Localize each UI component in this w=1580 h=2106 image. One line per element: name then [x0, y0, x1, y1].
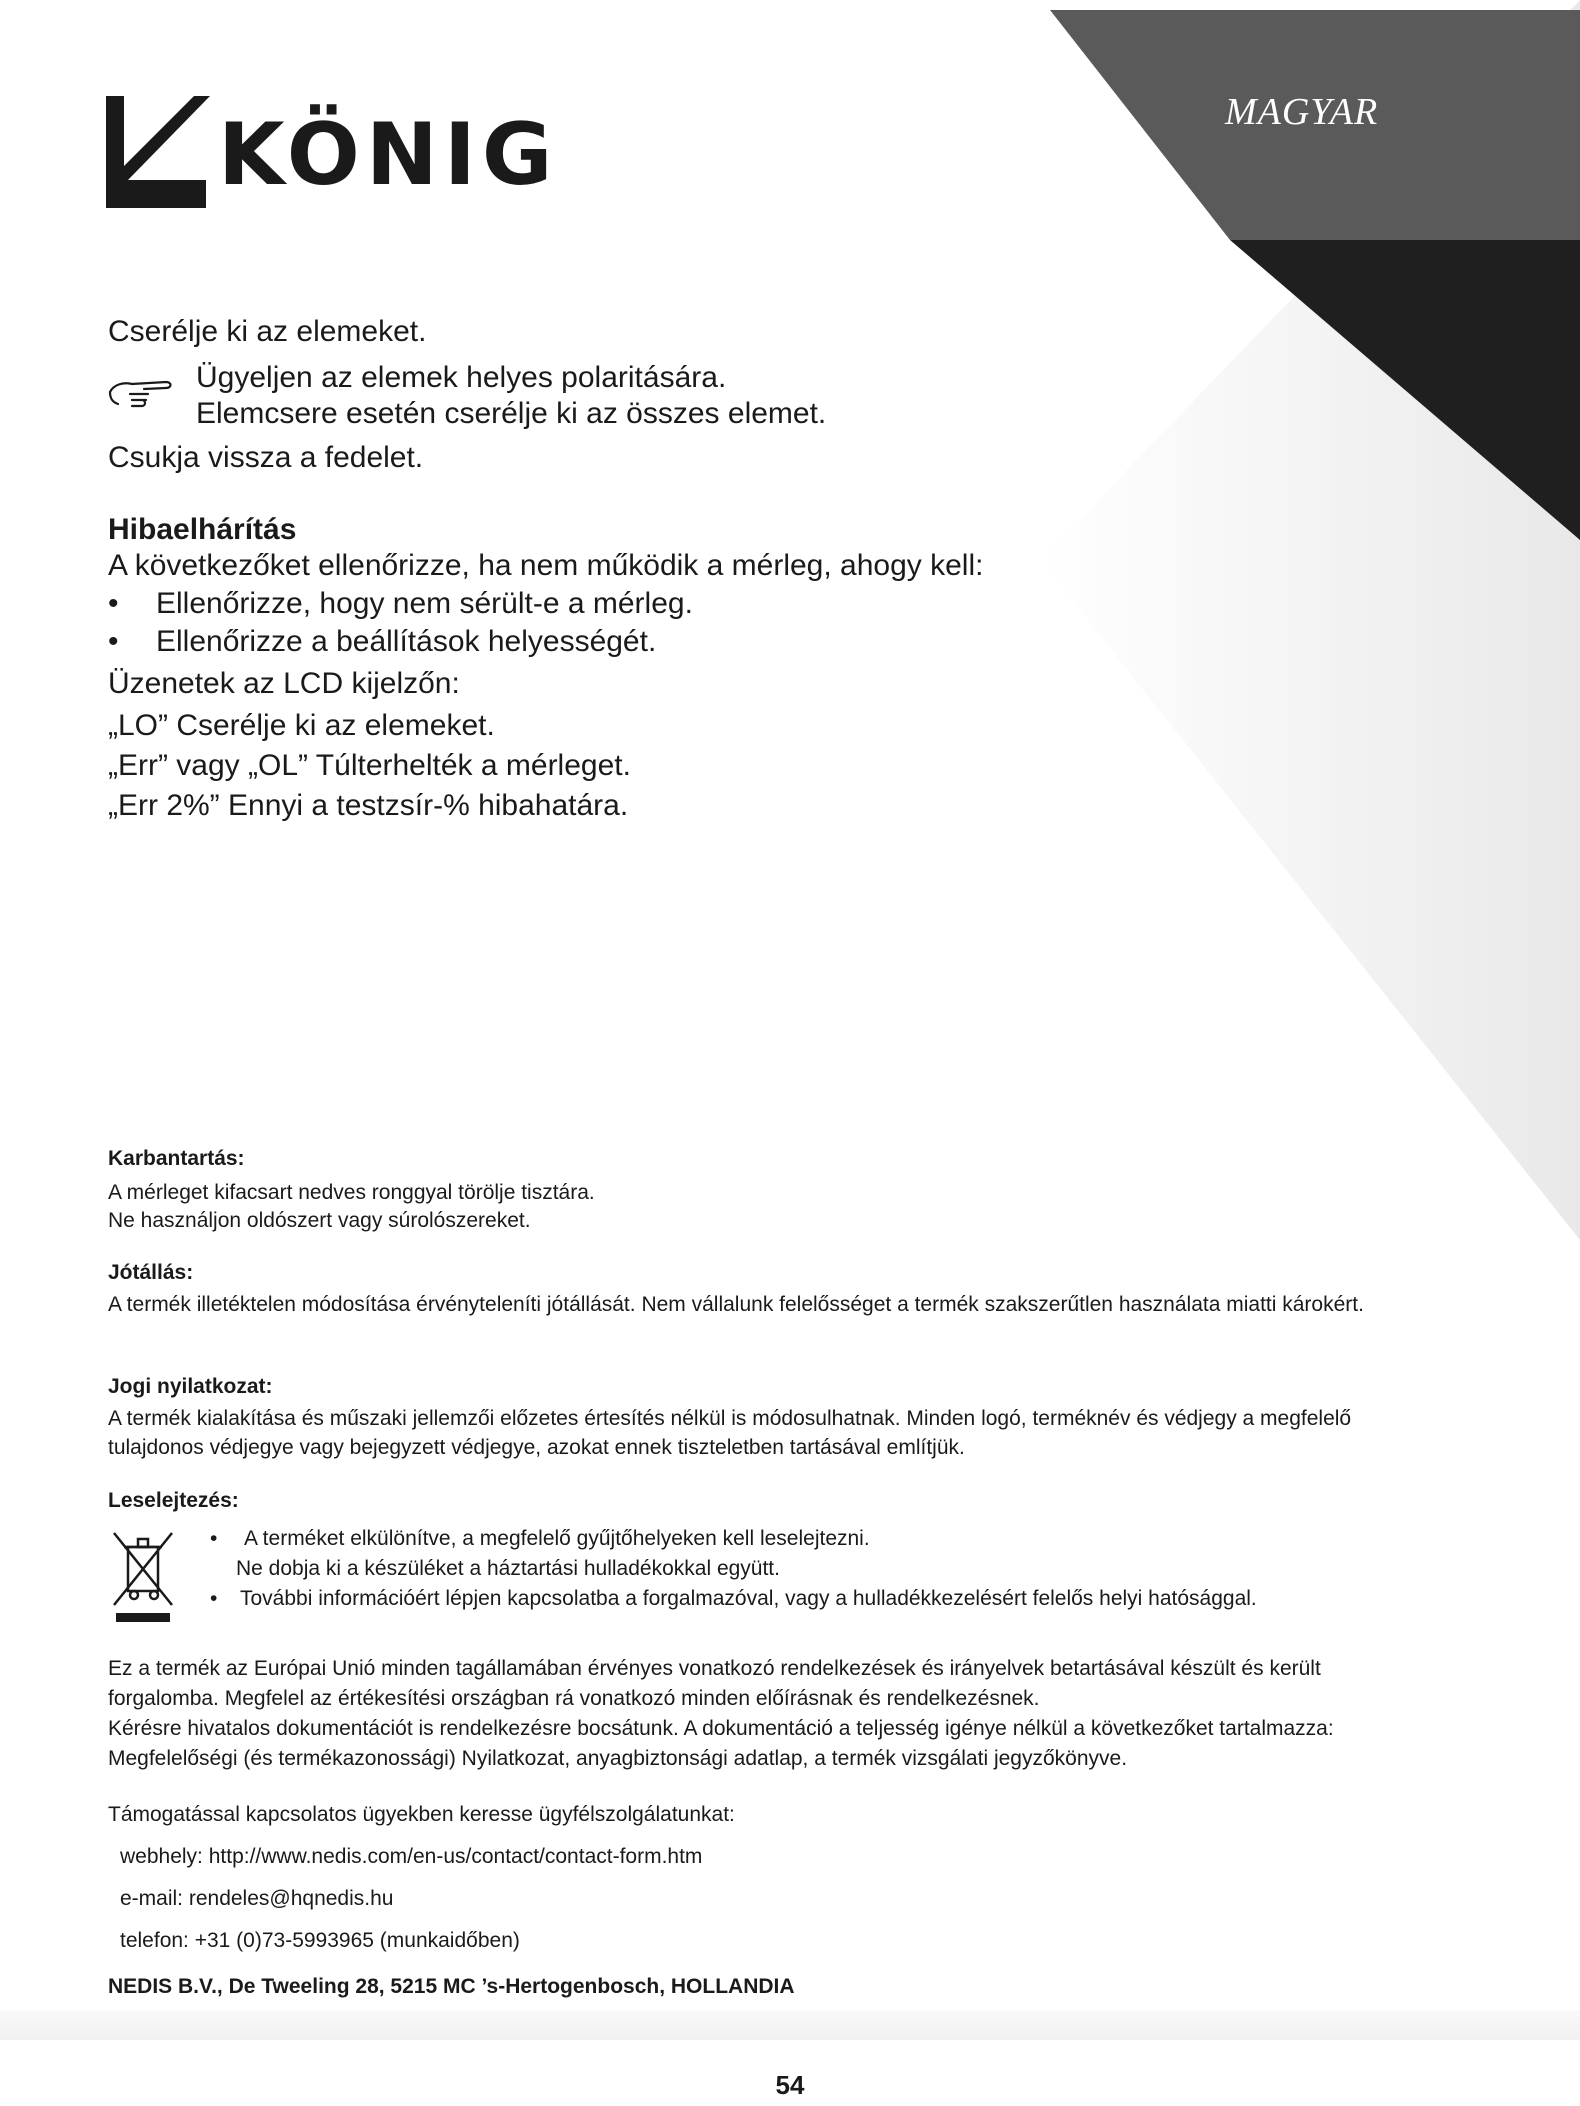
troubleshooting-lead: A következőket ellenőrizze, ha nem működik a mérleg, ahogy kell: — [108, 549, 984, 582]
maintenance-line-2: Ne használjon oldószert vagy súrolószereket. — [108, 1209, 531, 1232]
company-address: NEDIS B.V., De Tweeling 28, 5215 MC ’s-Hertogenbosch, HOLLANDIA — [108, 1975, 795, 1998]
note-replace-all: Elemcsere esetén cserélje ki az összes elemet. — [196, 397, 827, 430]
troubleshooting-bullet-2: Ellenőrizze a beállítások helyességét. — [156, 625, 657, 658]
maintenance-title: Karbantartás: — [108, 1147, 245, 1170]
lcd-messages-title: Üzenetek az LCD kijelzőn: — [108, 667, 460, 700]
pointing-hand-icon — [108, 370, 174, 410]
support-lead: Támogatással kapcsolatos ügyekben keresse ügyfélszolgálatunkat: — [108, 1803, 735, 1826]
intro-line-1: Cserélje ki az elemeket. — [108, 315, 427, 348]
brand-name: KÖNIG — [218, 105, 559, 205]
eu-line-2: forgalomba. Megfelel az értékesítési országban rá vonatkozó minden előírásnak és rendelkezésnek. — [108, 1687, 1040, 1710]
warranty-text: A termék illetéktelen módosítása érvényteleníti jótállását. Nem vállalunk felelősséget a termék szakszerűtlen használata miatti károkért. — [108, 1293, 1364, 1316]
maintenance-line-1: A mérleget kifacsart nedves ronggyal törölje tisztára. — [108, 1181, 595, 1204]
eu-line-1: Ez a termék az Európai Unió minden tagállamában érvényes vonatkozó rendelkezések és irányelvek betartásával készült és került — [108, 1657, 1321, 1680]
troubleshooting-title: Hibaelhárítás — [108, 513, 297, 546]
disposal-title: Leselejtezés: — [108, 1489, 239, 1512]
disclaimer-title: Jogi nyilatkozat: — [108, 1375, 273, 1398]
disposal-bullet-dot: • — [210, 1587, 218, 1610]
eu-line-3: Kérésre hivatalos dokumentációt is rendelkezésre bocsátunk. A dokumentáció a teljesség igénye nélkül a következőket tartalmazza: — [108, 1717, 1334, 1740]
lcd-message-err-2: „Err 2%” Ennyi a testzsír-% hibahatára. — [108, 789, 629, 822]
page-number: 54 — [775, 2070, 805, 2100]
disposal-bullet-dot: • — [210, 1527, 218, 1550]
intro-line-2: Csukja vissza a fedelet. — [108, 441, 424, 474]
disposal-bullet-2: További információért lépjen kapcsolatba a forgalmazóval, vagy a hulladékkezelésért felelős helyi hatósággal. — [240, 1587, 1257, 1610]
note-polarity: Ügyeljen az elemek helyes polaritására. — [196, 361, 727, 394]
disclaimer-text: A termék kialakítása és műszaki jellemzői előzetes értesítés nélkül is módosulhatnak. Minden logó, terméknév és védjegy a megfelelő tulajdonos védjegye vagy bejegyzett védjegye, azokat ennek tiszteletben tartásával említjük. — [108, 1407, 1352, 1459]
disposal-bullet-1: A terméket elkülönítve, a megfelelő gyűjtőhelyeken kell leselejtezni. — [244, 1527, 870, 1550]
crossed-bin-icon — [108, 1525, 178, 1625]
eu-line-4: Megfelelőségi (és termékazonossági) Nyilatkozat, anyagbiztonsági adatlap, a termék vizsgálati jegyzőkönyve. — [108, 1747, 1128, 1770]
disposal-line-2: Ne dobja ki a készüléket a háztartási hulladékokkal együtt. — [236, 1557, 780, 1580]
troubleshooting-bullet-1: Ellenőrizze, hogy nem sérült-e a mérleg. — [156, 587, 693, 620]
language-label: MAGYAR — [1225, 91, 1379, 133]
logo-mark-icon — [106, 96, 210, 208]
bullet-dot: • — [108, 625, 119, 658]
konig-logo — [106, 96, 559, 212]
bullet-dot: • — [108, 587, 119, 620]
support-phone: telefon: +31 (0)73-5993965 (munkaidőben) — [120, 1929, 520, 1952]
support-website[interactable]: webhely: http://www.nedis.com/en-us/contact/contact-form.htm — [120, 1845, 703, 1868]
lcd-message-err-ol: „Err” vagy „OL” Túlterhelték a mérleget. — [108, 749, 631, 782]
lcd-message-lo: „LO” Cserélje ki az elemeket. — [108, 709, 495, 742]
warranty-title: Jótállás: — [108, 1261, 194, 1284]
support-email[interactable]: e-mail: rendeles@hqnedis.hu — [120, 1887, 394, 1910]
